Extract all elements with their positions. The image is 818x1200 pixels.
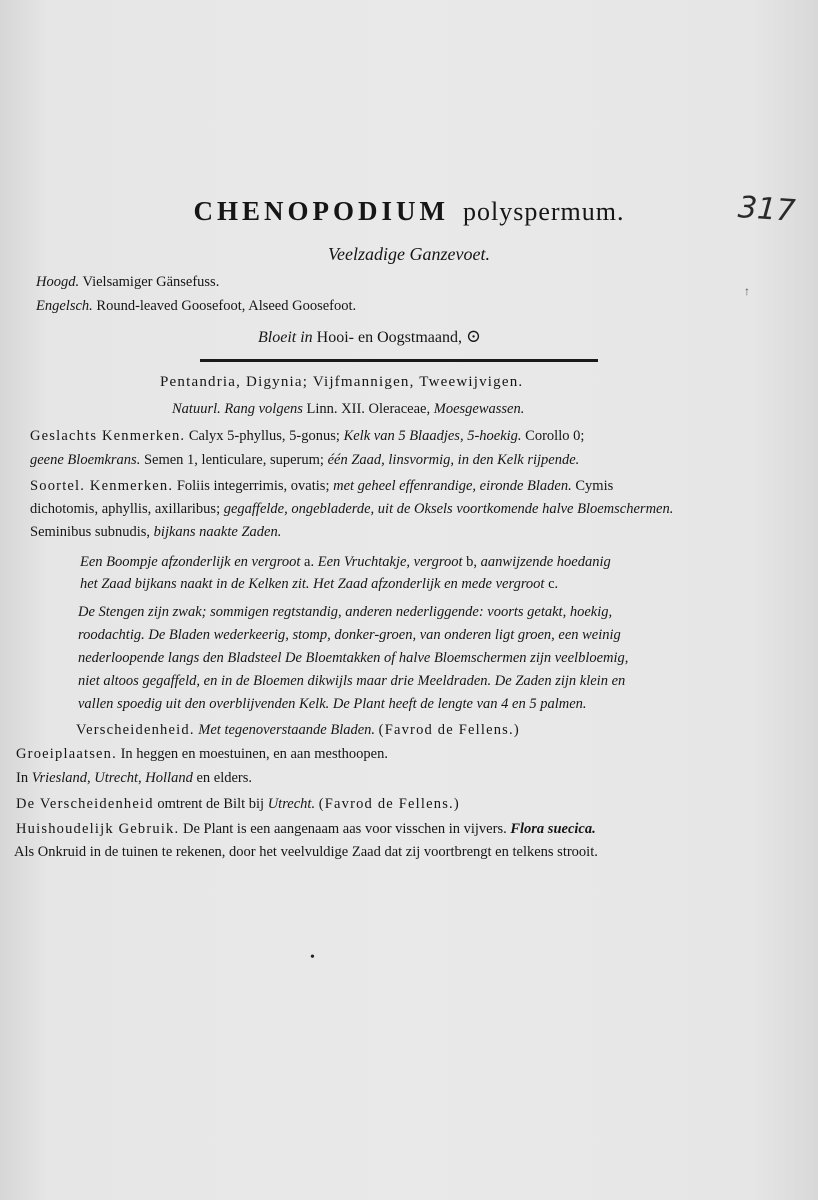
species-characters-latin: Foliis integerrimis, ovatis; <box>176 478 330 494</box>
genus-characters-dutch-3: één Zaad, linsvormig, in den Kelk rijpende. <box>327 452 580 468</box>
genus-characters-latin-2: Semen 1, lenticulare, superum; <box>143 452 324 468</box>
genus-characters-latin: Calyx 5-phyllus, 5-gonus; <box>188 428 340 444</box>
figure-note-2a: het Zaad bijkans naakt in de Kelken zit. Het Zaad afzonderlijk en mede vergroot <box>80 576 545 592</box>
variety-location-label: De Verscheidenheid <box>16 796 154 812</box>
figure-note-c: Een Vruchtakje, vergroot <box>317 554 463 570</box>
rank-family: Oleraceae, <box>368 401 431 417</box>
species-characters-end: Cymis <box>575 478 614 494</box>
genus-characters-end: Corollo 0; <box>525 428 585 444</box>
region-utrecht: Utrecht, <box>94 770 142 786</box>
habitat-label: Groeiplaatsen. <box>16 746 117 762</box>
habitat-line <box>16 746 388 763</box>
figure-note-line-1 <box>80 554 611 571</box>
page-title <box>0 196 818 227</box>
species-characters-latin-2: dichotomis, aphyllis, axillaribus; <box>30 501 221 517</box>
figure-note-line-2 <box>80 576 558 593</box>
species-characters-line-1 <box>30 478 613 495</box>
name-english-lang: Engelsch. <box>36 298 93 314</box>
rank-family-nl: Moesgewassen. <box>433 401 525 417</box>
species-characters-latin-3: Seminibus subnudis, <box>30 524 151 540</box>
genus-characters-dutch: Kelk van 5 Blaadjes, 5-hoekig. <box>343 428 522 444</box>
ink-dot: • <box>310 950 315 965</box>
habitat-text: In heggen en moestuinen, en aan mesthoopen. <box>120 746 388 762</box>
species-name: polyspermum. <box>463 197 625 226</box>
figure-note-letter-a: a. <box>304 554 315 570</box>
rank-linn: Linn. XII. <box>306 401 365 417</box>
genus-characters-line-2 <box>30 452 579 469</box>
genus-characters-line-1 <box>30 428 584 445</box>
species-characters-dutch-3: bijkans naakte Zaden. <box>153 524 282 540</box>
description-line-5: vallen spoedig uit den overblijvenden Kelk. De Plant heeft de lengte van 4 en 5 palmen. <box>78 696 587 712</box>
variety-label: Verscheidenheid. <box>76 722 195 738</box>
name-english <box>36 298 356 315</box>
uses-reference: Flora suecica. <box>510 821 596 837</box>
uses-label: Huishoudelijk Gebruik. <box>16 821 180 837</box>
divider-rule <box>200 359 598 362</box>
variety-line <box>76 722 520 739</box>
species-characters-line-3 <box>30 524 281 541</box>
variety-text: Met tegenoverstaande Bladen. <box>198 722 376 738</box>
figure-note-letter-c: c. <box>548 576 559 592</box>
figure-note-e: aanwijzende hoedanig <box>480 554 611 570</box>
genus-characters-label: Geslachts Kenmerken. <box>30 428 186 444</box>
variety-location-credit: (Favrod de Fellens.) <box>318 796 460 812</box>
description-line-4: niet altoos gegaffeld, en in de Bloemen dikwijls maar drie Meeldraden. De Zaden zijn klein en <box>78 673 626 689</box>
name-german-lang: Hoogd. <box>36 274 80 290</box>
handwritten-page-number: 317 <box>736 190 797 229</box>
description-line-2: roodachtig. De Bladen wederkeerig, stomp, donker-groen, van onderen ligt groen, een weinig <box>78 627 621 643</box>
variety-location-place: Utrecht. <box>267 796 316 812</box>
region-vriesland: Vriesland, <box>31 770 91 786</box>
flowering-months: Hooi- en Oogstmaand, <box>316 329 462 346</box>
regions-line <box>16 770 252 787</box>
species-characters-label: Soortel. Kenmerken. <box>30 478 174 494</box>
genus-name: CHENOPODIUM <box>193 196 449 226</box>
uses-text: De Plant is een aangenaam aas voor visschen in vijvers. <box>182 821 507 837</box>
rank-label: Natuurl. Rang volgens <box>172 401 303 417</box>
figure-note-letter-b: b, <box>466 554 478 570</box>
figure-note-a: Een Boompje afzonderlijk en vergroot <box>80 554 301 570</box>
regions-prefix: In <box>16 770 29 786</box>
species-characters-dutch: met geheel effenrandige, eironde Bladen. <box>333 478 572 494</box>
species-characters-dutch-2: gegaffelde, ongebladerde, uit de Oksels voortkomende halve Bloemschermen. <box>223 501 674 517</box>
annual-symbol: ⊙ <box>465 326 482 346</box>
flowering-label: Bloeit in <box>258 329 313 346</box>
description-line-3: nederloopende langs den Bladsteel De Bloemtakken of halve Bloemschermen zijn veelbloemig, <box>78 650 629 666</box>
name-german-text: Vielsamiger Gänsefuss. <box>82 274 220 290</box>
name-english-text: Round-leaved Goosefoot, Alseed Goosefoot. <box>96 298 357 314</box>
species-characters-line-2 <box>30 501 673 518</box>
uses-line-2: Als Onkruid in de tuinen te rekenen, door het veelvuldige Zaad dat zij voortbrengt en telkens strooit. <box>14 844 598 860</box>
variety-location-line <box>16 796 460 813</box>
variety-credit: (Favrod de Fellens.) <box>378 722 520 738</box>
margin-mark: ↑ <box>744 284 750 298</box>
classification-line: Pentandria, Digynia; Vijfmannigen, Tweewijvigen. <box>160 374 524 390</box>
description-line-1: De Stengen zijn zwak; sommigen regtstandig, anderen nederliggende: voorts getakt, hoekig, <box>78 604 613 620</box>
variety-location-text: omtrent de Bilt bij <box>157 796 265 812</box>
genus-characters-dutch-2: geene Bloemkrans. <box>30 452 141 468</box>
uses-line-1 <box>16 821 596 838</box>
region-holland: Holland <box>145 770 193 786</box>
flowering-line <box>258 326 481 347</box>
name-german <box>36 274 219 291</box>
natural-rank-line <box>172 401 524 418</box>
dutch-common-name: Veelzadige Ganzevoet. <box>328 244 490 264</box>
regions-suffix: en elders. <box>196 770 253 786</box>
